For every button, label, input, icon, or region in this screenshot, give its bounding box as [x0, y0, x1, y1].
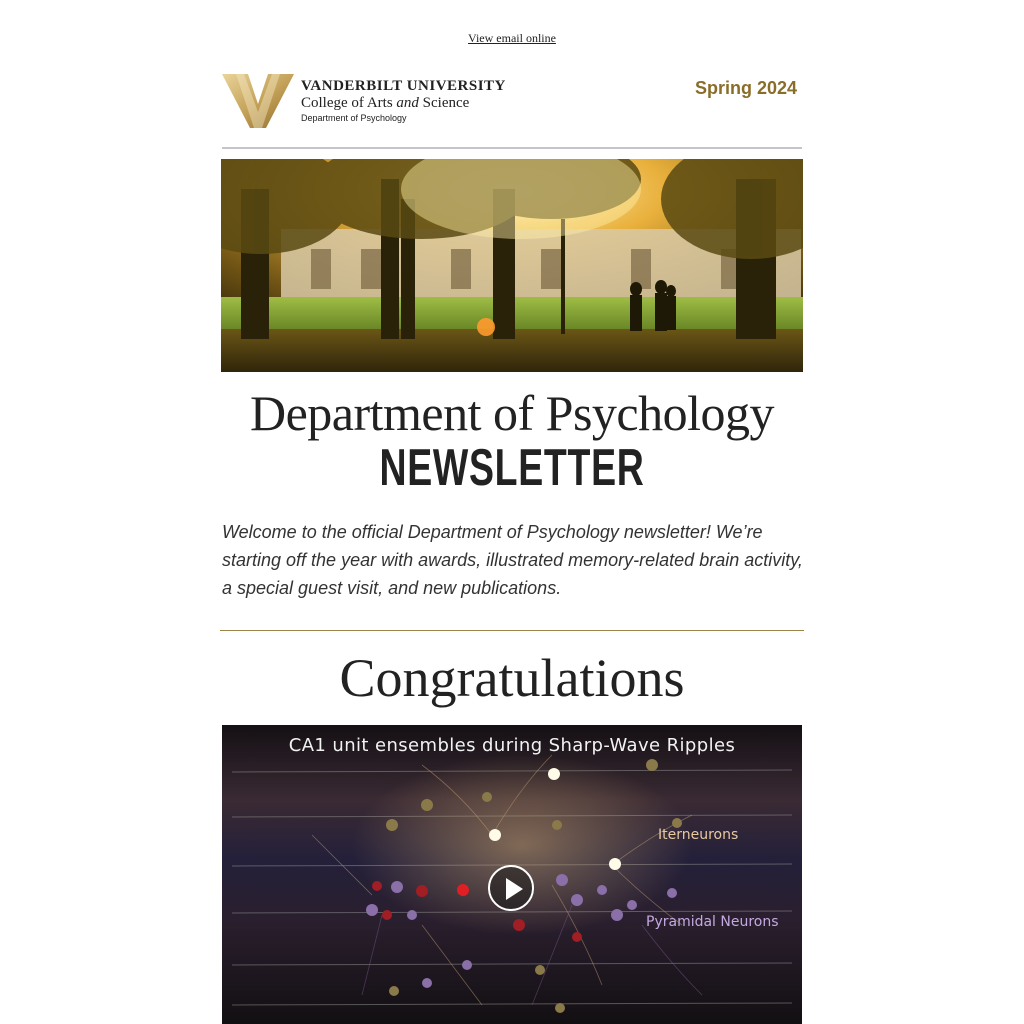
- video-play-button[interactable]: [488, 865, 534, 911]
- play-icon: [506, 878, 523, 900]
- video-title: CA1 unit ensembles during Sharp-Wave Ripples: [288, 735, 736, 756]
- video-label-pyramidal: Pyramidal Neurons: [646, 914, 779, 930]
- hero-image-campus: [221, 159, 803, 372]
- view-email-online-link[interactable]: View email online: [468, 31, 556, 45]
- email-header: [222, 72, 802, 132]
- video-label-interneurons: Iterneurons: [658, 827, 739, 843]
- issue-season: Spring 2024: [694, 78, 797, 98]
- vanderbilt-v-logo: [222, 74, 294, 128]
- section-heading-congratulations: Congratulations: [339, 648, 685, 708]
- university-name: VANDERBILT UNIVERSITY: [301, 78, 506, 94]
- college-wordmark: [301, 78, 506, 125]
- video-thumbnail[interactable]: [222, 725, 802, 1024]
- department-name: Department of Psychology: [301, 113, 407, 123]
- intro-paragraph: Welcome to the official Department of Psychology newsletter! We’re starting off the year with awards, illustrated memory-related brain activity, a special guest visit, and new publications.: [222, 522, 803, 598]
- newsletter-title-department: Department of Psychology: [249, 385, 774, 441]
- header-divider: [222, 147, 802, 149]
- newsletter-title-word: NEWSLETTER: [379, 439, 645, 497]
- section-divider: [220, 630, 804, 631]
- college-name: College of Arts and Science: [301, 95, 470, 111]
